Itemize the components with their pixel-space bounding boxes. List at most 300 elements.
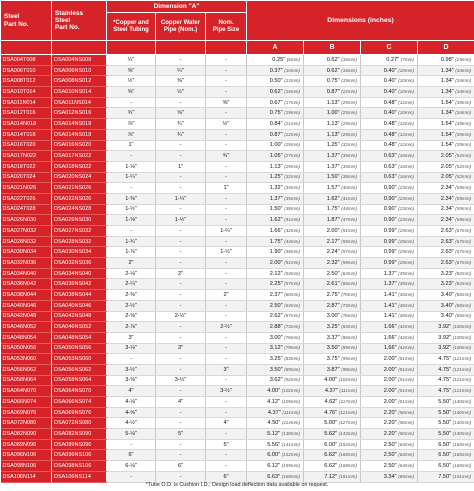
copper-steel-cell: 2-⅛" [107,268,156,279]
copper-steel-cell: 6-⅛" [107,461,156,472]
dim-d-cell [418,471,474,482]
copper-steel-cell: 1-⅞" [107,247,156,258]
dim-c-cell [361,407,418,418]
dim-b-cell [304,119,361,130]
inch-value: 1.87" [326,217,340,224]
nom-pipe-cell: - [206,108,247,119]
mm-value: (25mm) [398,227,415,233]
steel-part-cell: DSA010T014 [1,87,52,98]
copper-water-cell: 3" [156,343,206,354]
inch-value: 1.66" [383,324,397,331]
dim-b-cell [304,290,361,301]
steel-part-cell: DSA066N074 [1,397,52,408]
steel-part-cell: DSA069N076 [1,407,52,418]
mm-value: (140mm) [452,420,472,426]
inch-value: 0.50" [269,78,283,85]
nom-pipe-cell: - [206,215,247,226]
dim-c-cell [361,108,418,119]
dim-c-cell [361,140,418,151]
dim-d-cell [418,407,474,418]
dim-d-cell [418,450,474,461]
dim-a-cell [247,258,304,269]
mm-value: (67mm) [455,238,472,244]
copper-water-cell: ⅝" [156,108,206,119]
inch-value: 0.63" [383,163,397,170]
dim-d-cell [418,279,474,290]
dim-c-cell [361,236,418,247]
inch-value: 4.50" [267,420,281,427]
table-row [1,461,474,472]
mm-value: (165mm) [452,462,472,468]
stainless-part-cell: DSA064NS070 [52,386,107,397]
copper-steel-cell: 2-⅜" [107,290,156,301]
inch-value: 2.50" [383,441,397,448]
nom-pipe-cell: 1-¼" [206,226,247,237]
inch-value: 0.84" [269,120,283,127]
stainless-part-cell: DSA072NS080 [52,418,107,429]
mm-value: (155mm) [281,462,301,468]
mm-value: (35mm) [398,270,415,276]
inch-value: 1.37" [269,195,283,202]
dim-b-cell [304,418,361,429]
copper-steel-cell: 3-⅝" [107,375,156,386]
table-row [1,375,474,386]
dim-b-cell [304,471,361,482]
copper-steel-cell: - [107,439,156,450]
dim-a-cell [247,183,304,194]
copper-water-cell: 1-¼" [156,193,206,204]
steel-part-cell: DSA064N070 [1,386,52,397]
stainless-part-cell: DSA032NS036 [52,258,107,269]
table-row [1,471,474,482]
copper-water-cell: - [156,418,206,429]
steel-part-cell: DSA012T016 [1,108,52,119]
copper-water-cell: - [156,290,206,301]
inch-value: 6.00" [324,441,338,448]
inch-value: 3.12" [269,345,283,352]
mm-value: (56mm) [398,420,415,426]
dim-d-cell [418,290,474,301]
inch-value: 6.00" [267,452,281,459]
nom-pipe-cell: - [206,429,247,440]
nom-pipe-cell: - [206,332,247,343]
inch-value: 2.50" [383,452,397,459]
mm-value: (23mm) [398,195,415,201]
header-nom-pipe-size: Nom. Pipe Size [206,13,247,41]
mm-value: (86mm) [341,334,358,340]
table-row [1,140,474,151]
inch-value: 1.13" [269,163,283,170]
copper-steel-cell: ⅞" [107,119,156,130]
table-row [1,268,474,279]
mm-value: (34mm) [284,185,301,191]
table-row [1,151,474,162]
copper-water-cell: ¾" [156,119,206,130]
dim-b-cell [304,268,361,279]
dim-d-cell [418,343,474,354]
mm-value: (51mm) [398,398,415,404]
table-row [1,236,474,247]
inch-value: 6.12" [267,462,281,469]
nom-pipe-cell: - [206,343,247,354]
mm-value: (12mm) [398,142,415,148]
inch-value: 1.13" [326,131,340,138]
dim-a-cell [247,386,304,397]
mm-value: (121mm) [452,356,472,362]
stainless-part-cell: DSA036NS042 [52,279,107,290]
inch-value: 0.48" [383,120,397,127]
stainless-part-cell: DSA106NS114 [52,471,107,482]
table-row [1,418,474,429]
mm-value: (85mm) [398,473,415,479]
steel-part-cell: DSA058N064 [1,375,52,386]
dim-a-cell [247,87,304,98]
inch-value: 1.37" [383,270,397,277]
copper-water-cell: - [156,471,206,482]
copper-steel-cell: 6" [107,450,156,461]
header-steel-part: Steel Part No. [1,1,52,41]
mm-value: (40mm) [341,185,358,191]
dim-b-cell [304,65,361,76]
copper-water-cell: - [156,258,206,269]
inch-value: 2.61" [326,281,340,288]
inch-value: 1.34" [440,110,454,117]
mm-value: (83mm) [284,356,301,362]
mm-value: (191mm) [452,473,472,479]
dim-d-cell [418,119,474,130]
mm-value: (6mm) [286,56,301,62]
stainless-part-cell: DSA006NS010 [52,65,107,76]
mm-value: (16mm) [341,67,358,73]
steel-part-cell: DSA028N032 [1,236,52,247]
mm-value: (29mm) [341,120,358,126]
mm-value: (25mm) [398,249,415,255]
mm-value: (10mm) [284,67,301,73]
copper-water-cell: - [156,300,206,311]
mm-value: (7mm) [400,56,415,62]
steel-part-cell: DSA020T024 [1,172,52,183]
copper-water-cell: - [156,354,206,365]
dim-b-cell [304,407,361,418]
dim-d-cell [418,247,474,258]
dim-d-cell [418,354,474,365]
mm-value: (98mm) [341,366,358,372]
mm-value: (73mm) [341,302,358,308]
inch-value: 2.00" [383,356,397,363]
copper-steel-cell: 2" [107,258,156,269]
mm-value: (111mm) [282,409,301,415]
inch-value: 6.62" [324,462,338,469]
table-row [1,161,474,172]
dim-a-cell [247,204,304,215]
copper-water-cell: 6" [156,461,206,472]
mm-value: (51mm) [398,388,415,394]
stainless-part-cell: DSA018NS022 [52,161,107,172]
table-row [1,300,474,311]
stainless-part-cell: DSA022NS026 [52,193,107,204]
inch-value: 1.66" [269,227,283,234]
nom-pipe-cell: - [206,161,247,172]
mm-value: (55mm) [341,238,358,244]
copper-steel-cell: 4" [107,386,156,397]
dim-c-cell [361,193,418,204]
copper-steel-cell: 1-½" [107,204,156,215]
dim-a-cell [247,140,304,151]
dim-d-cell [418,332,474,343]
inch-value: 7.50" [438,473,452,480]
mm-value: (16mm) [398,153,415,159]
steel-part-cell: DSA046N052 [1,322,52,333]
mm-value: (66mm) [341,281,358,287]
dim-a-cell [247,268,304,279]
mm-value: (39mm) [455,99,472,105]
dim-d-cell [418,87,474,98]
mm-value: (22mm) [284,131,301,137]
table-row [1,311,474,322]
mm-value: (56mm) [398,430,415,436]
inch-value: 3.34" [383,473,397,480]
dim-c-cell [361,151,418,162]
dim-c-cell [361,429,418,440]
dim-b-cell [304,183,361,194]
inch-value: 2.37" [269,291,283,298]
inch-value: 3.40" [440,302,454,309]
copper-water-cell: 4" [156,397,206,408]
dim-c-cell [361,450,418,461]
copper-steel-cell: - [107,354,156,365]
copper-water-cell: 1-½" [156,215,206,226]
dim-c-cell [361,268,418,279]
copper-water-cell: 3-½" [156,375,206,386]
nom-pipe-cell: - [206,407,247,418]
mm-value: (102mm) [281,388,301,394]
dim-a-cell [247,215,304,226]
dim-c-cell [361,439,418,450]
dim-b-cell [304,450,361,461]
footnote: *Tube O.D. is Cushion I.D.; Design load deflection data available on request. [145,482,329,488]
mm-value: (100mm) [452,334,472,340]
inch-value: 6.50" [438,441,452,448]
inch-value: 0.40" [383,67,397,74]
inch-value: 1.25" [269,174,283,181]
dim-b-cell [304,354,361,365]
dim-d-cell [418,204,474,215]
nom-pipe-cell: ¾" [206,151,247,162]
mm-value: (51mm) [341,227,358,233]
inch-value: 4.62" [324,398,338,405]
table-header [1,1,474,55]
mm-value: (34mm) [455,67,472,73]
mm-value: (22mm) [341,88,358,94]
inch-value: 4.37" [267,409,281,416]
mm-value: (57mm) [284,281,301,287]
dim-d-cell [418,183,474,194]
copper-water-cell: - [156,450,206,461]
inch-value: 0.63" [383,153,397,160]
inch-value: 2.05" [440,163,454,170]
mm-value: (52mm) [455,174,472,180]
mm-value: (121mm) [452,377,472,383]
table-row [1,397,474,408]
dim-b-cell [304,76,361,87]
steel-part-cell: DSA106N114 [1,471,52,482]
inch-value: 5.50" [438,430,452,437]
mm-value: (86mm) [455,291,472,297]
inch-value: 1.34" [440,67,454,74]
inch-value: 2.34" [440,217,454,224]
mm-value: (48mm) [284,249,301,255]
dim-b-cell [304,108,361,119]
table-row [1,290,474,301]
mm-value: (39mm) [455,142,472,148]
dim-a-cell [247,311,304,322]
mm-value: (89mm) [284,366,301,372]
mm-value: (52mm) [455,163,472,169]
header-copper-water-pipe: Copper Water Pipe (Nom.) [156,13,206,41]
copper-water-cell: - [156,322,206,333]
dim-b-cell [304,386,361,397]
inch-value: 5.62" [324,430,338,437]
nom-pipe-cell: 2" [206,290,247,301]
steel-part-cell: DSA014N018 [1,119,52,130]
dim-d-cell [418,386,474,397]
dim-c-cell [361,226,418,237]
dim-c-cell [361,364,418,375]
dim-c-cell [361,183,418,194]
dim-d-cell [418,108,474,119]
inch-value: 2.50" [383,462,397,469]
mm-value: (51mm) [398,356,415,362]
mm-value: (152mm) [281,452,301,458]
inch-value: 1.50" [326,174,340,181]
mm-value: (10mm) [398,110,415,116]
dim-c-cell [361,76,418,87]
dim-d-cell [418,65,474,76]
inch-value: 4.75" [438,388,452,395]
mm-value: (102mm) [338,377,358,383]
dim-a-cell [247,429,304,440]
mm-value: (36mm) [398,291,415,297]
dim-c-cell [361,119,418,130]
nom-pipe-cell: - [206,300,247,311]
mm-value: (16mm) [398,174,415,180]
steel-part-cell: DSA027N032 [1,226,52,237]
dim-d-cell [418,172,474,183]
copper-water-cell: - [156,204,206,215]
inch-value: 3.23" [440,281,454,288]
dim-d-cell [418,55,474,66]
table-row [1,129,474,140]
copper-water-cell: 1" [156,161,206,172]
mm-value: (10mm) [398,67,415,73]
inch-value: 1.66" [383,345,397,352]
dim-d-cell [418,193,474,204]
mm-value: (34mm) [455,88,472,94]
mm-value: (12mm) [398,99,415,105]
dim-a-cell [247,375,304,386]
inch-value: 0.40" [383,88,397,95]
copper-steel-cell: 1-¼" [107,172,156,183]
inch-value: 0.48" [383,142,397,149]
dim-b-cell [304,311,361,322]
inch-value: 1.54" [440,120,454,127]
dim-b-cell [304,140,361,151]
mm-value: (82mm) [455,270,472,276]
inch-value: 3.25" [269,356,283,363]
dim-c-cell [361,471,418,482]
table-row [1,97,474,108]
mm-value: (64mm) [398,452,415,458]
dim-a-cell [247,55,304,66]
inch-value: 1.41" [383,313,397,320]
mm-value: (121mm) [452,388,472,394]
mm-value: (38mm) [341,174,358,180]
dim-a-cell [247,322,304,333]
stainless-part-cell: DSA026NS030 [52,215,107,226]
inch-value: 2.63" [440,238,454,245]
inch-value: 0.99" [383,227,397,234]
stainless-part-cell: DSA011NS014 [52,97,107,108]
inch-value: 1.41" [383,291,397,298]
mm-value: (140mm) [452,398,472,404]
dim-c-cell [361,172,418,183]
copper-water-cell: - [156,183,206,194]
mm-value: (121mm) [452,366,472,372]
inch-value: 2.05" [440,174,454,181]
mm-value: (117mm) [338,398,358,404]
inch-value: 6.50" [438,462,452,469]
mm-value: (13mm) [284,78,301,84]
copper-steel-cell: - [107,471,156,482]
inch-value: 0.27" [386,56,400,63]
mm-value: (165mm) [452,441,472,447]
header-dimensions-inches: Dimensions (inches) [247,1,474,41]
table-row [1,226,474,237]
copper-steel-cell: 1-⅛" [107,161,156,172]
mm-value: (47mm) [341,217,358,223]
dim-b-cell [304,300,361,311]
copper-water-cell: - [156,364,206,375]
mm-value: (17mm) [284,99,301,105]
inch-value: 1.54" [440,142,454,149]
nom-pipe-cell: - [206,397,247,408]
inch-value: 3.00" [326,313,340,320]
table-row [1,108,474,119]
mm-value: (42mm) [398,324,415,330]
stainless-part-cell: DSA017NS022 [52,151,107,162]
table-row [1,386,474,397]
steel-part-cell: DSA021N026 [1,183,52,194]
inch-value: 1.62" [326,195,340,202]
nom-pipe-cell: - [206,268,247,279]
nom-pipe-cell: 4" [206,418,247,429]
dim-c-cell [361,55,418,66]
mm-value: (67mm) [455,227,472,233]
copper-water-cell: - [156,279,206,290]
steel-part-cell: DSA026N030 [1,215,52,226]
copper-steel-cell: 3-½" [107,364,156,375]
dim-c-cell [361,161,418,172]
inch-value: 4.37" [324,388,338,395]
mm-value: (57mm) [341,249,358,255]
mm-value: (19mm) [341,78,358,84]
copper-steel-cell: - [107,226,156,237]
copper-water-cell: - [156,151,206,162]
inch-value: 0.99" [383,259,397,266]
mm-value: (140mm) [452,409,472,415]
dim-a-cell [247,332,304,343]
dim-c-cell [361,461,418,472]
